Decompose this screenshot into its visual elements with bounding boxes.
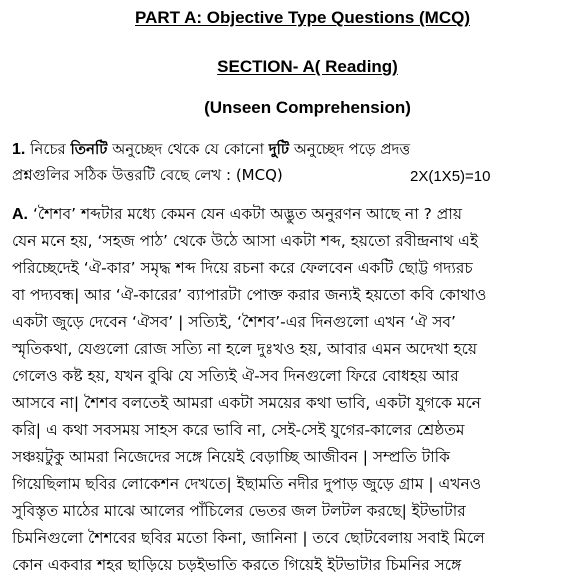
passage-line: সুবিস্তৃত মাঠের মাঝে আলের পাঁচিলের ভেতর জল টলটল করছে| ইটভাটার [12,502,466,520]
question-text-bold-three: তিনটি [70,140,108,158]
question-line-2: প্রশ্নগুলির সঠিক উত্তরটি বেছে লেখ : (MCQ) [12,166,283,184]
question-text-bold-two: দুটি [268,140,290,158]
passage-line-text: ‘শৈশব’ শব্দটার মধ্যে কেমন যেন একটা অদ্ভুত অনুরণন আছে না ? প্রায় [32,205,462,223]
passage-line: সঞ্চয়টুকু আমরা নিজেদের সঙ্গে নিয়েই বেড়াচ্ছি আজীবন | সম্প্রতি টাকি [12,448,450,466]
passage-line [12,202,577,227]
question-text-pre: নিচের [30,140,71,158]
section-heading-text: SECTION- A( Reading) [217,57,398,76]
subtitle-heading: (Unseen Comprehension) [204,98,411,117]
passage-line: কোন একবার শহর ছাড়িয়ে চড়ইভাতি করতে গিয়েই ইটভাটার চিমনির সঙ্গে [12,556,462,574]
question-number: 1. [12,141,26,158]
passage-line: যেন মনে হয়, ‘সহজ পাঠ’ থেকে উঠে আসা একটা শব্দ, হয়তো রবীন্দ্রনাথ এই [12,232,479,250]
passage-line: আসবে না| শৈশব বলতেই আমরা একটা সময়ের কথা ভাবি, একটা যুগকে মনে [12,394,481,412]
question-marks: 2X(1X5)=10 [410,168,491,185]
passage-label: A. [12,206,28,223]
passage-line: চিমনিগুলো শৈশবের ছবির মতো কিনা, জানিনা | তবে ছোটবেলায় সবাই মিলে [12,529,485,547]
passage-line: বা পদ্যবন্ধ| আর ‘ঐ-কারের’ ব্যাপারটা পোক্ত করার জন্যই হয়তো কবি কোথাও [12,286,487,304]
passage-line: গিয়েছিলাম ছবির লোকেশন দেখতে| ইছামতি নদীর দুপাড় জুড়ে গ্রাম | এখনও [12,475,482,493]
question-text-mid: অনুচ্ছেদ থেকে যে কোনো [107,140,269,158]
passage-line: একটা জুড়ে দেবেন ‘ঐসব’ | সত্যিই, ‘শৈশব’-এর দিনগুলো এখন ‘ঐ সব’ [12,313,456,331]
part-heading-text: PART A: Objective Type Questions (MCQ) [135,8,470,27]
passage-line: স্মৃতিকথা, যেগুলো রোজ সত্যি না হলে দুঃখও হয়, আবার এমন অদেখা হয়ে [12,340,478,358]
part-heading [10,8,585,28]
passage-line: পরিচ্ছেদেই ‘ঐ-কার’ সমৃদ্ধ শব্দ দিয়ে রচনা করে ফেলবেন একটি ছোট্ট গদ্যরচ [12,259,473,277]
section-heading [15,57,585,77]
passage-line: গেলেও কষ্ট হয়, যখন বুঝি যে সত্যিই ঐ-সব দিনগুলো ফিরে বোধহয় আর [12,367,459,385]
question-text-post: অনুচ্ছেদ পড়ে প্রদত্ত [289,140,411,158]
question-line-1 [12,138,410,161]
passage-line: করি| এ কথা সবসময় সাহস করে ভাবি না, সেই-সেই যুগের-কালের শ্রেষ্ঠতম [12,421,465,439]
